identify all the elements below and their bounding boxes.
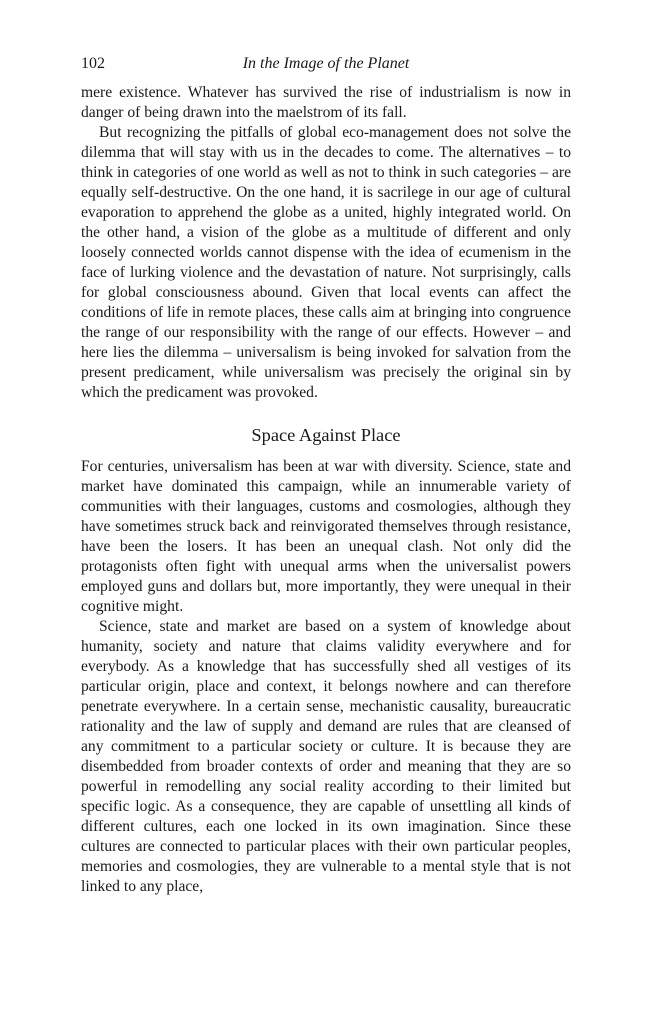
section-continued-text xyxy=(81,83,571,403)
paragraph: But recognizing the pitfalls of global eco-management does not solve the dilemma that will stay with us in the decades to come. The alternatives – to think in categories of one world as well as not to think in such categories – are equally self-destructive. On the one hand, it is sacrilege in our age of cultural evaporation to apprehend the globe as a united, highly integrated world. On the other hand, a vision of the globe as a multitude of different and only loosely connected worlds cannot dispense with the idea of ecumenism in the face of lurking violence and the devastation of nature. Not surprisingly, calls for global consciousness abound. Given that local events can affect the conditions of life in remote places, these calls aim at bringing into congruence the range of our responsibility with the range of our effects. However – and here lies the dilemma – universalism is being invoked for salvation from the present predicament, while universalism was precisely the original sin by which the predicament was provoked. xyxy=(81,124,571,401)
page-number: 102 xyxy=(81,55,105,72)
running-head xyxy=(81,52,571,76)
section-body xyxy=(81,457,571,897)
paragraph: Science, state and market are based on a system of knowledge about humanity, society and nature that claims validity everywhere and for everybody. As a knowledge that has successfully shed all vestiges of its particular origin, place and context, it belongs nowhere and can therefore penetrate everywhere. In a certain sense, mechanistic causality, bureaucratic rationality and the law of supply and demand are rules that are cleansed of any commitment to a particular society or culture. It is because they are disembedded from broader contexts of order and meaning that they are so powerful in remodelling any social reality according to their limited but specific logic. As a consequence, they are capable of unsettling all kinds of different cultures, each one locked in its own imagination. Since these cultures are connected to particular places with their own particular peoples, memories and cosmologies, they are vulnerable to a mental style that is not linked to any place, xyxy=(81,618,571,895)
paragraph: For centuries, universalism has been at war with diversity. Science, state and market have dominated this campaign, while an innumerable variety of communities with their languages, customs and cosmologies, although they have sometimes struck back and reinvigorated themselves through resistance, have been the losers. It has been an unequal clash. Not only did the protagonists often fight with unequal arms when the universalist powers employed guns and dollars but, more importantly, they were unequal in their cognitive might. xyxy=(81,458,571,615)
running-title: In the Image of the Planet xyxy=(242,55,410,72)
section-heading: Space Against Place xyxy=(251,425,401,445)
paragraph: mere existence. Whatever has survived the rise of industrialism is now in danger of being drawn into the maelstrom of its fall. xyxy=(81,84,571,121)
book-page xyxy=(81,52,571,897)
